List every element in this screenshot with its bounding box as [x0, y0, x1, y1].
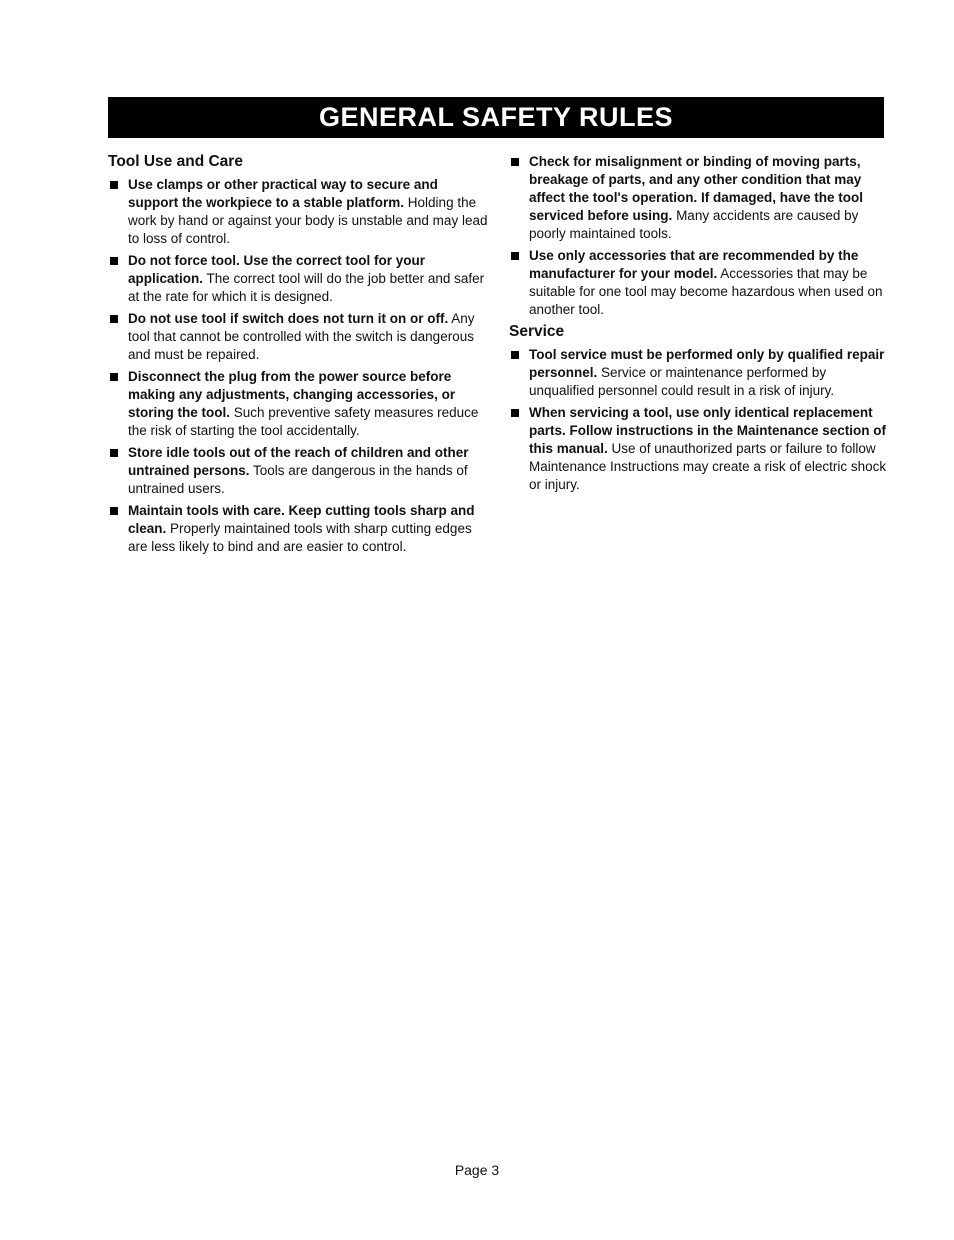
- rule-text: Holding the work by hand or against your body is unstable and may lead to loss of control.: [128, 195, 488, 246]
- rule-bold-text: Maintain tools with care. Keep cutting tools sharp and clean.: [128, 503, 475, 536]
- square-bullet-icon: [110, 315, 118, 323]
- section-heading-service: Service: [509, 323, 565, 340]
- rule-item: [509, 404, 889, 494]
- section-heading-tool-use: Tool Use and Care: [108, 153, 243, 170]
- rule-item: [108, 444, 488, 498]
- rule-text: The correct tool will do the job better and safer at the rate for which it is designed.: [128, 271, 485, 304]
- square-bullet-icon: [110, 181, 118, 189]
- rule-bold-text: Tool service must be performed only by qualified repair personnel.: [529, 347, 885, 380]
- rule-bold-text: Use only accessories that are recommended by the manufacturer for your model.: [529, 248, 859, 281]
- rule-bold-text: Store idle tools out of the reach of children and other untrained persons.: [128, 445, 469, 478]
- square-bullet-icon: [511, 351, 519, 359]
- rule-bold-text: Disconnect the plug from the power source before making any adjustments, changing accessories, or storing the tool.: [128, 369, 456, 420]
- square-bullet-icon: [110, 373, 118, 381]
- rule-text: Properly maintained tools with sharp cutting edges are less likely to bind and are easier to control.: [128, 521, 472, 554]
- rule-item: [509, 346, 889, 400]
- rule-bold-text: Use clamps or other practical way to secure and support the workpiece to a stable platform.: [128, 177, 438, 210]
- square-bullet-icon: [110, 507, 118, 515]
- rule-text: Any tool that cannot be controlled with the switch is dangerous and must be repaired.: [128, 311, 475, 362]
- rule-item: [509, 153, 889, 243]
- rule-text: Many accidents are caused by poorly maintained tools.: [529, 208, 859, 241]
- rule-text: Such preventive safety measures reduce the risk of starting the tool accidentally.: [128, 405, 479, 438]
- square-bullet-icon: [110, 257, 118, 265]
- rule-item: [108, 502, 488, 556]
- square-bullet-icon: [511, 252, 519, 260]
- rule-item: [108, 252, 488, 306]
- rule-item: [108, 368, 488, 440]
- rule-item: [108, 176, 488, 248]
- rule-item: [108, 310, 488, 364]
- rule-bold-text: Do not use tool if switch does not turn it on or off.: [128, 311, 449, 326]
- page-number: Page 3: [454, 1162, 500, 1178]
- right-column: [509, 153, 889, 498]
- rule-text: Tools are dangerous in the hands of untrained users.: [128, 463, 468, 496]
- rule-item: [509, 247, 889, 319]
- left-column: [108, 153, 488, 560]
- rule-text: Service or maintenance performed by unqualified personnel could result in a risk of injury.: [529, 365, 835, 398]
- square-bullet-icon: [511, 158, 519, 166]
- rule-bold-text: When servicing a tool, use only identical replacement parts. Follow instructions in the Maintenance section of this manual.: [529, 405, 887, 456]
- rule-bold-text: Check for misalignment or binding of moving parts, breakage of parts, and any other condition that may affect the tool's operation. If damaged, have the tool serviced before using.: [529, 154, 863, 223]
- rule-text: Accessories that may be suitable for one tool may become hazardous when used on another tool.: [529, 266, 883, 317]
- rule-bold-text: Do not force tool. Use the correct tool for your application.: [128, 253, 426, 286]
- header-banner: [108, 97, 884, 138]
- page-title: GENERAL SAFETY RULES: [318, 102, 674, 132]
- square-bullet-icon: [110, 449, 118, 457]
- rule-text: Use of unauthorized parts or failure to follow Maintenance Instructions may create a risk of electric shock or injury.: [529, 441, 887, 492]
- square-bullet-icon: [511, 409, 519, 417]
